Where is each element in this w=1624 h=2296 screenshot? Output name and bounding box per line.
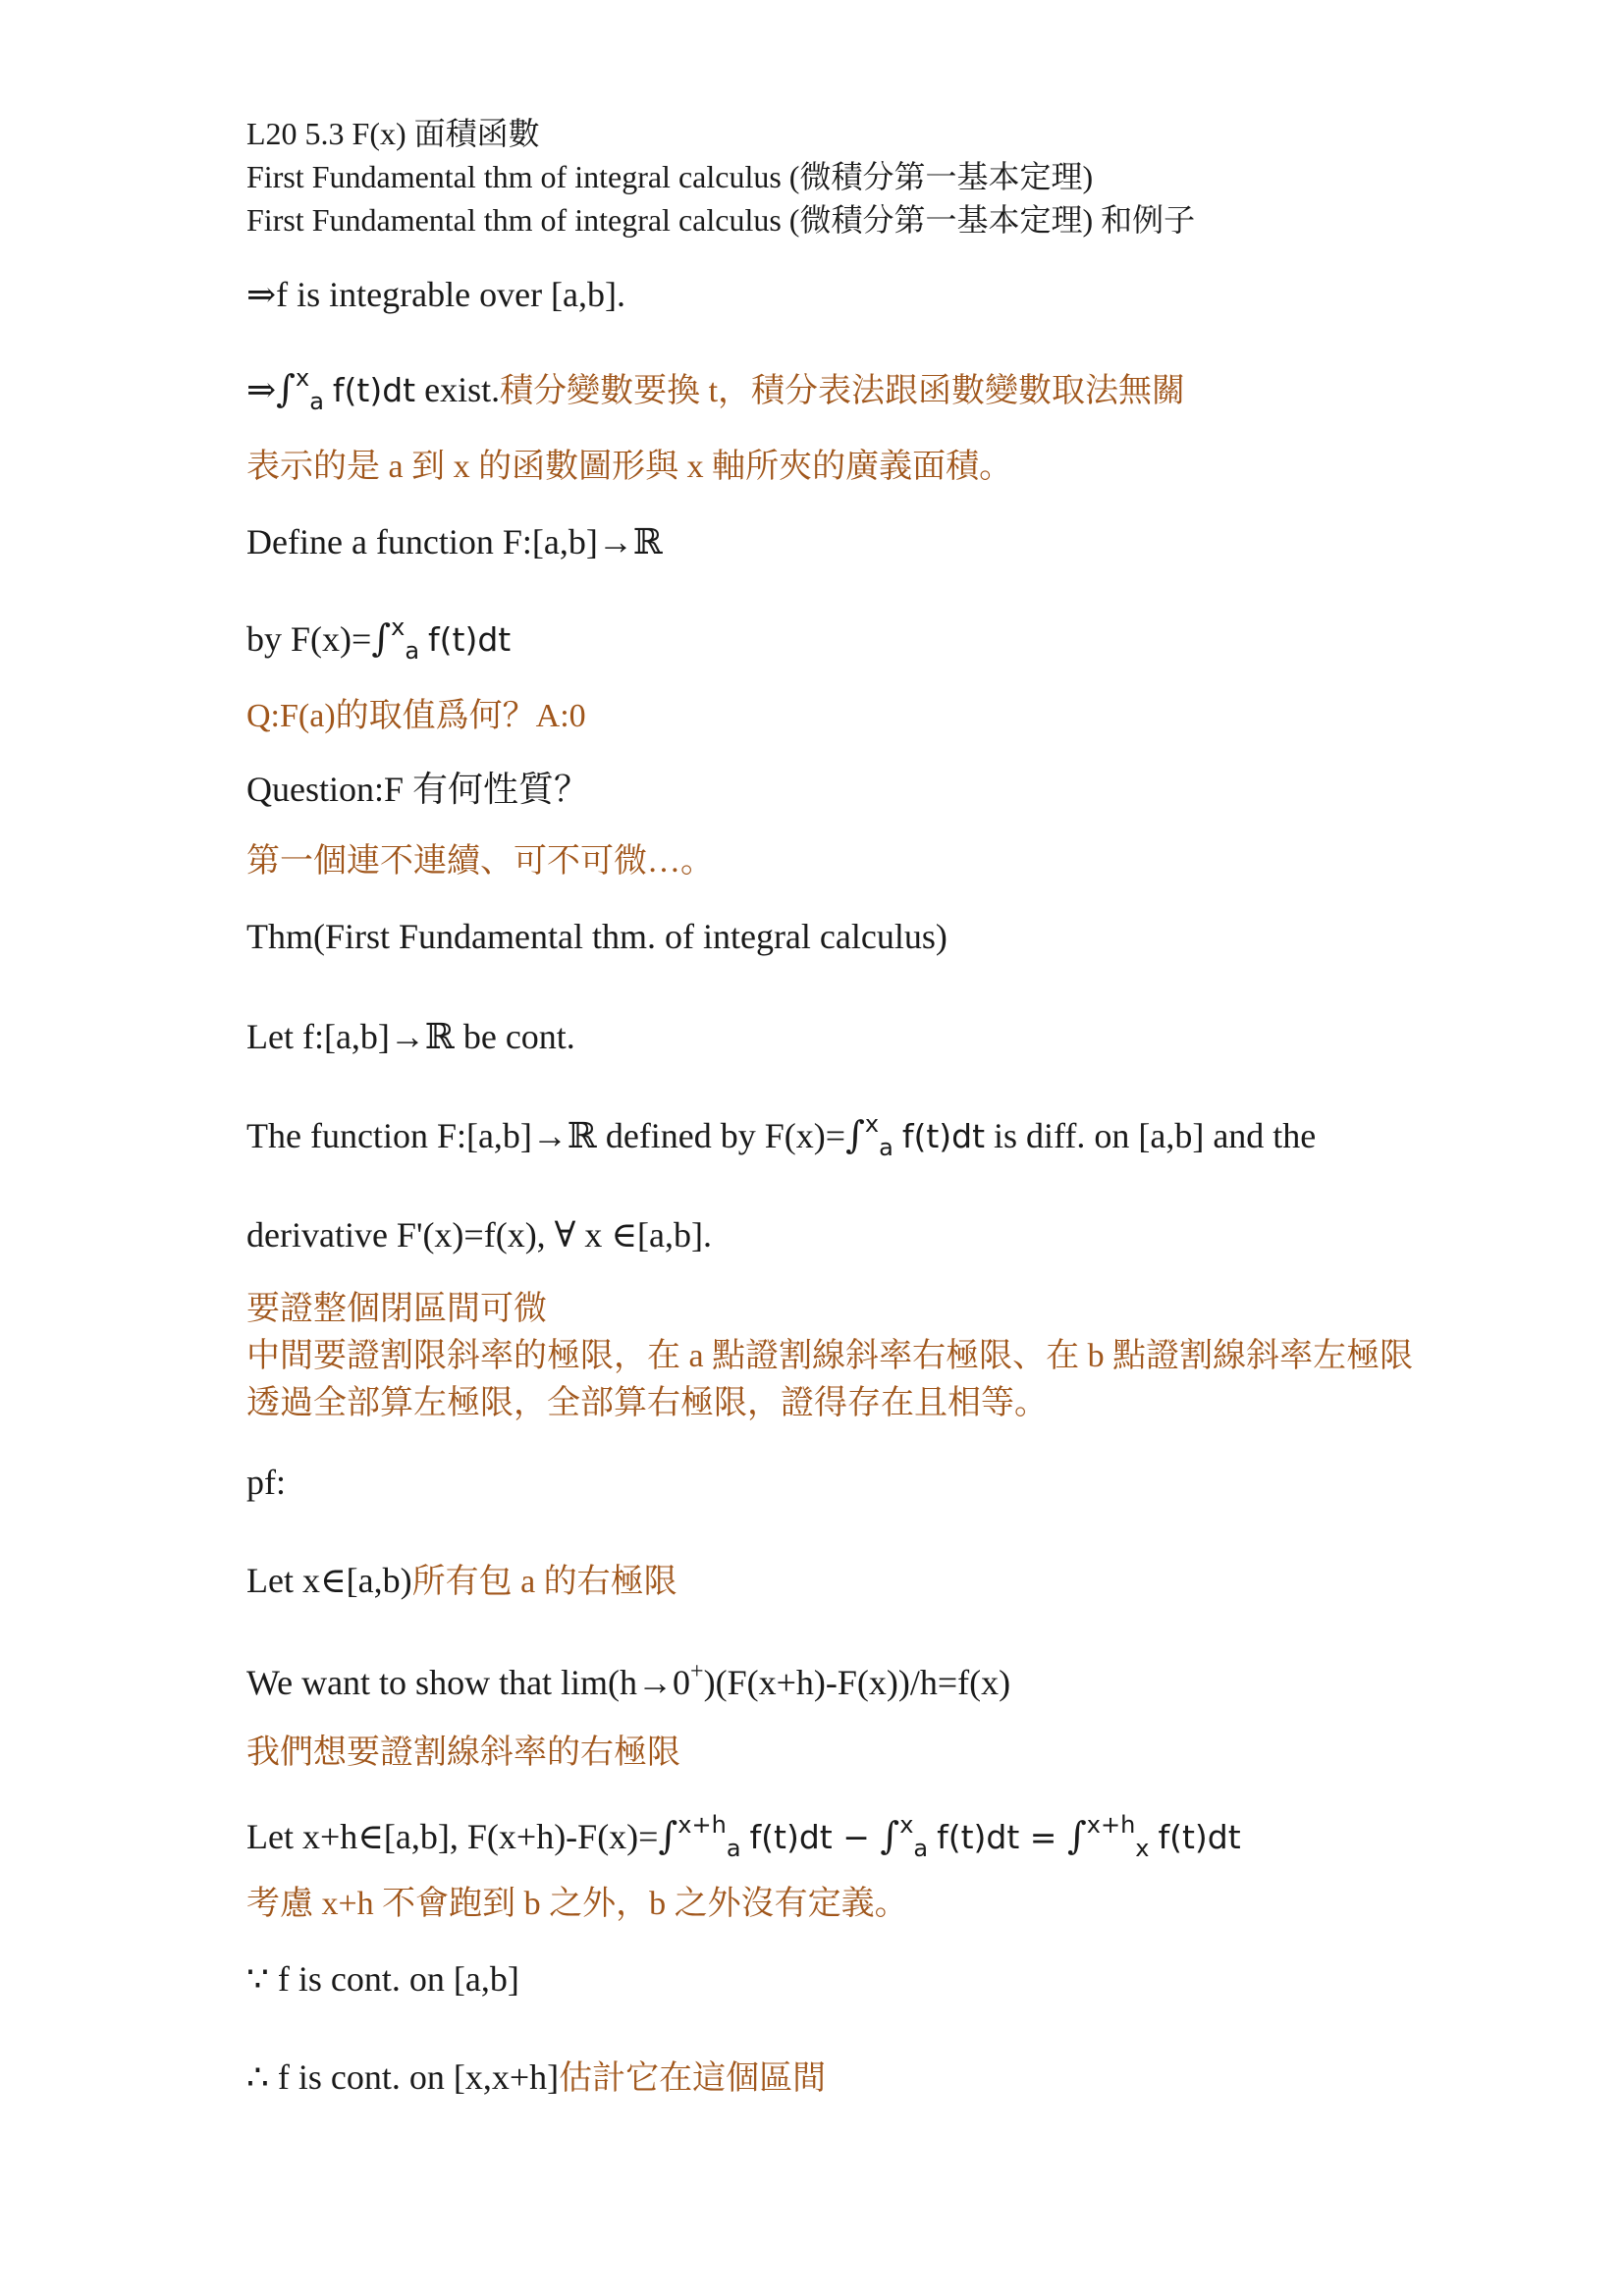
integral-exists-line: ⇒∫$^x_a$ f(t)dt exist.積分變數要換 t，積分表法跟函數變數取法無關 (246, 364, 1186, 415)
want-to-show-line: We want to show that lim(h→0+)(F(x+h)-F(x))/h=f(x) (246, 1659, 1011, 1702)
note-first: 第一個連不連續、可不可微…。 (246, 843, 714, 880)
integral-sign: ∫ (276, 367, 296, 410)
note-area: 表示的是 a 到 x 的函數圖形與 x 軸所夾的廣義面積。 (246, 449, 1013, 485)
let-f-line: Let f:[a,b]→ℝ be cont. (246, 1017, 575, 1056)
note-xh: 考慮 x+h 不會跑到 b 之外，b 之外沒有定義。 (246, 1886, 908, 1922)
because-line: ∵ f is cont. on [a,b] (246, 1959, 519, 1999)
note-prove-2: 中間要證割限斜率的極限，在 a 點證割線斜率右極限、在 b 點證割線斜率左極限 (246, 1338, 1414, 1374)
integrable-line: ⇒f is integrable over [a,b]. (246, 275, 626, 314)
definition-line: by F(x)=∫$^x_a$ f(t)dt (246, 614, 512, 665)
note-prove-1: 要證整個閉區間可微 (246, 1291, 547, 1327)
header-line-2: First Fundamental thm of integral calculus (微積分第一基本定理) (246, 159, 1094, 194)
difference-line: Let x+h∈[a,b], F(x+h)-F(x)=∫$^{x+h}_a$ f(t)dt − ∫$^x_a$ f(t)dt = ∫$^{x+h}_x$ f(t)dt (246, 1811, 1241, 1862)
header-line-3: First Fundamental thm of integral calculus (微積分第一基本定理) 和例子 (246, 202, 1196, 238)
integral-sign: ∫ (1066, 1814, 1087, 1857)
therefore-line: ∴ f is cont. on [x,x+h]估計它在這個區間 (246, 2057, 827, 2097)
integral-sign: ∫ (845, 1113, 865, 1156)
define-function-line: Define a function F:[a,b]→ℝ (246, 522, 663, 561)
theorem-title: Thm(First Fundamental thm. of integral calculus) (246, 917, 947, 956)
note-estimate: 估計它在這個區間 (559, 2060, 827, 2097)
note-change-variable: 積分變數要換 t，積分表法跟函數變數取法無關 (500, 373, 1186, 409)
note-right-limit: 所有包 a 的右極限 (411, 1564, 677, 1600)
note-prove-3: 透過全部算左極限，全部算右極限，證得存在且相等。 (246, 1385, 1048, 1421)
note-want: 我們想要證割線斜率的右極限 (246, 1735, 680, 1771)
function-defined-line: The function F:[a,b]→ℝ defined by F(x)=∫$^x_a$ f(t)dt is diff. on [a,b] and the (246, 1110, 1317, 1161)
let-x-line: Let x∈[a,b)所有包 a 的右極限 (246, 1561, 677, 1600)
note-question-fa: Q:F(a)的取值爲何？A:0 (246, 698, 586, 734)
proof-label: pf: (246, 1463, 286, 1502)
derivative-line: derivative F'(x)=f(x), ∀ x ∈[a,b]. (246, 1215, 713, 1255)
integral-sign: ∫ (658, 1814, 678, 1857)
header-line-1: L20 5.3 F(x) 面積函數 (246, 116, 540, 151)
integral-sign: ∫ (371, 616, 392, 660)
integral-sign: ∫ (880, 1814, 900, 1857)
question-line: Question:F 有何性質？ (246, 770, 590, 809)
